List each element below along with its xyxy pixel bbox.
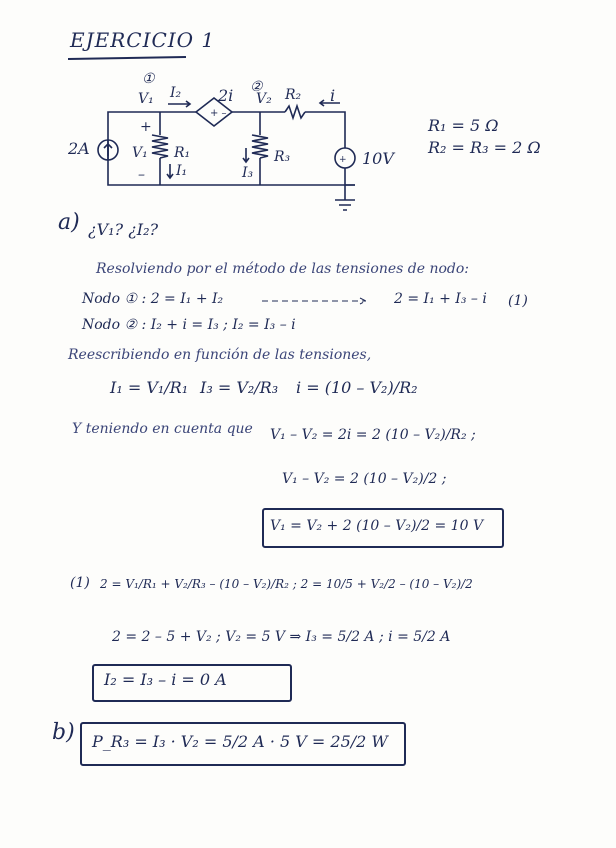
i-label: i [330,86,336,105]
v2-label: V₂ [256,91,272,107]
top-left-wire [108,112,196,118]
power-result: P_R₃ = I₃ · V₂ = 5/2 A · 5 V = 25/2 W [92,732,388,751]
node2-equation: Nodo ② : I₂ + i = I₃ ; I₂ = I₃ – i [82,317,296,333]
i3-label: I₃ [242,165,254,181]
given-r2-r3: R₂ = R₃ = 2 Ω [428,138,541,157]
rewrite-text: Reescribiendo en función de las tensiones, [68,347,372,363]
i1-formula: I₁ = V₁/R₁ [110,378,189,397]
r1-label: R₁ [174,145,191,161]
i-formula: i = (10 – V₂)/R₂ [296,378,418,397]
r3-label: R₃ [274,149,291,165]
source-current-label: 2A [68,139,90,158]
exercise-title: EJERCICIO 1 [70,28,216,52]
ground-symbol [335,185,355,210]
part-a-label: a) [58,210,80,235]
node1-label: ① [142,71,155,87]
implies-arrow [262,296,372,306]
i2-label: I₂ [170,85,182,101]
i2-arrow [168,101,190,107]
dependent-eq-1: V₁ – V₂ = 2i = 2 (10 – V₂)/R₂ ; [270,427,476,443]
i3-arrow [243,148,249,162]
svg-text:+ –: + – [210,108,227,119]
eq1-substitution: 2 = V₁/R₁ + V₂/R₃ – (10 – V₂)/R₂ ; 2 = 10/5 + V₂/2 – (10 – V₂)/2 [100,577,473,591]
given-r1: R₁ = 5 Ω [428,116,499,135]
plus-sign: + [140,119,152,135]
minus-sign: – [138,167,145,183]
v1-top-label: V₁ [138,91,154,107]
i3-formula: I₃ = V₂/R₃ [200,378,279,397]
r3-resistor [252,135,268,158]
method-text: Resolviendo por el método de las tensiones de nodo: [96,261,470,277]
dep-source-label: 2i [218,86,234,105]
dependent-eq-2: V₁ – V₂ = 2 (10 – V₂)/2 ; [282,471,447,487]
i1-label: I₁ [176,163,188,179]
r1-resistor [152,135,168,158]
r2-label: R₂ [285,87,302,103]
part-b-label: b) [52,720,75,745]
equation-number: (1) [508,293,528,309]
r2-resistor [285,106,305,118]
v1-result: V₁ = V₂ + 2 (10 – V₂)/2 = 10 V [270,518,484,534]
node2-label: ② [250,79,263,95]
eq1-label: (1) [70,575,90,591]
svg-text:+: + [339,155,347,165]
i1-arrow [167,164,173,178]
node1-result: 2 = I₁ + I₃ – i [394,291,487,307]
i2-result: I₂ = I₃ – i = 0 A [104,670,227,689]
eq1-solution: 2 = 2 – 5 + V₂ ; V₂ = 5 V ⇒ I₃ = 5/2 A ; i = 5/2 A [112,629,451,645]
node1-equation: Nodo ① : 2 = I₁ + I₂ [82,291,224,307]
part-a-question: ¿V₁? ¿I₂? [88,220,159,239]
v1-side-label: V₁ [132,145,148,161]
taking-into-account: Y teniendo en cuenta que [72,421,253,437]
source-voltage-label: 10V [362,149,394,168]
circuit-diagram [0,0,616,230]
